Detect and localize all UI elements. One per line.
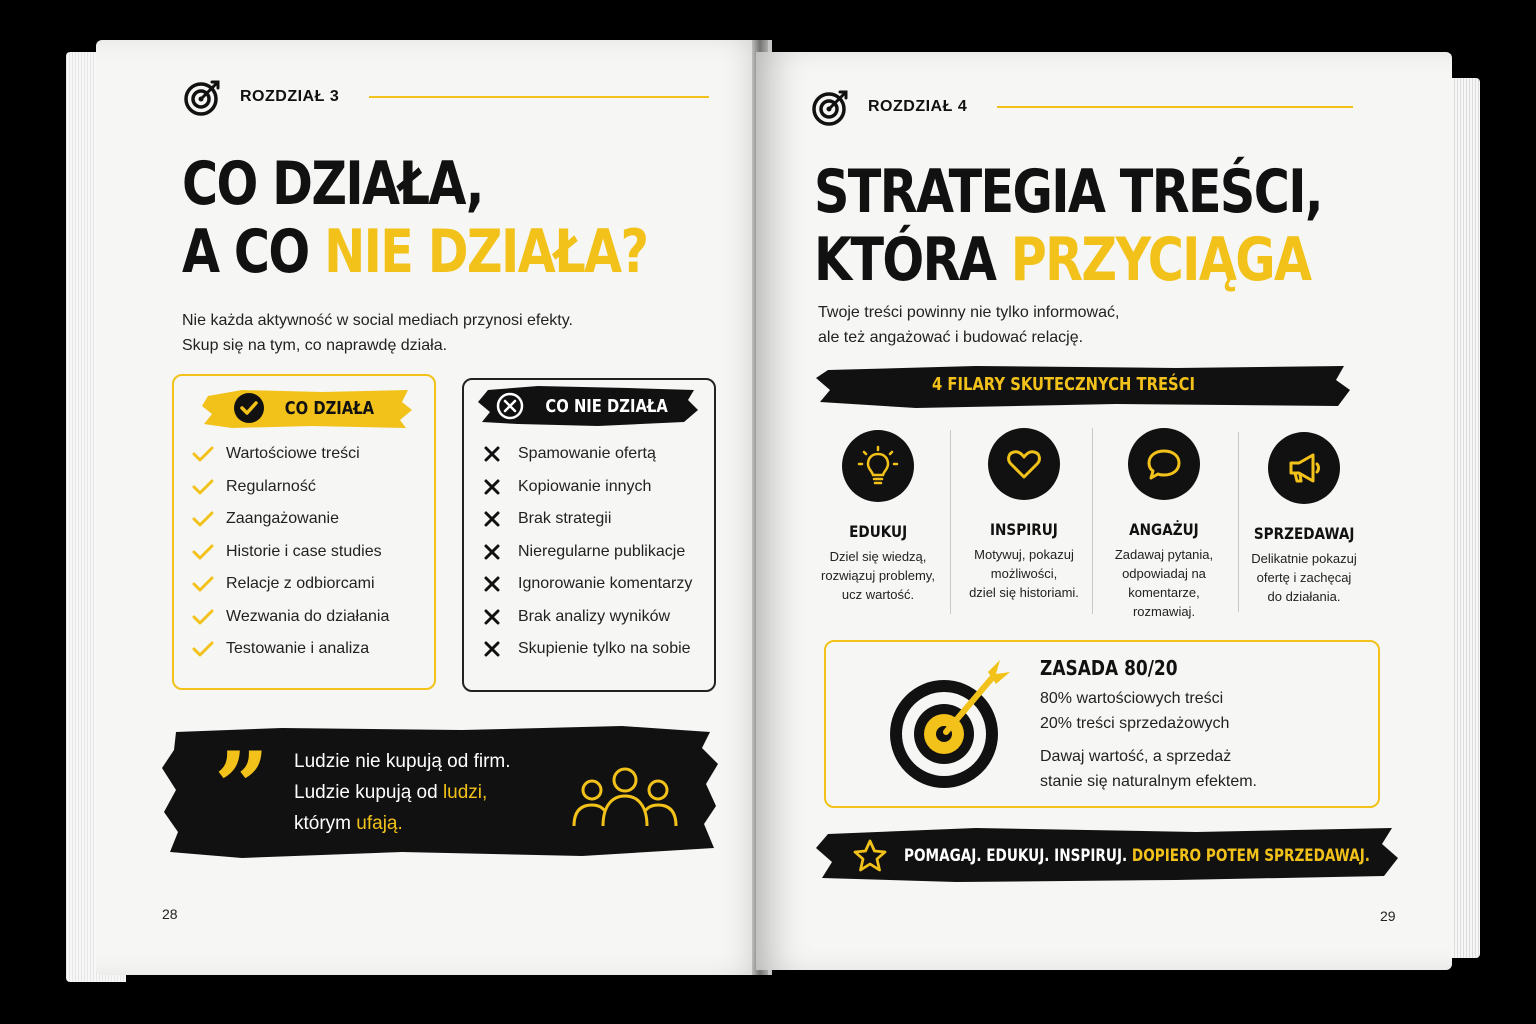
checkmark-icon [192, 445, 226, 463]
list-item [192, 601, 389, 634]
list-item [484, 633, 692, 666]
list-item-label: Historie i case studies [226, 542, 382, 560]
chapter-label: ROZDZIAŁ 3 [240, 88, 340, 105]
cross-icon [484, 479, 518, 495]
list-item-label: Regularność [226, 477, 316, 495]
speech-bubble-icon [1128, 428, 1200, 500]
check-circle-icon [233, 392, 265, 424]
list-item [192, 633, 389, 666]
works-title: CO DZIAŁA [284, 397, 374, 419]
motto-text: POMAGAJ. EDUKUJ. INSPIRUJ. DOPIERO POTEM SPRZEDAWAJ. [904, 846, 1370, 866]
list-item [192, 568, 389, 601]
cross-icon [484, 576, 518, 592]
cross-icon [484, 609, 518, 625]
list-item-label: Zaangażowanie [226, 510, 339, 528]
rule-line: 20% treści sprzedażowych [1040, 715, 1230, 732]
left-page [96, 40, 772, 975]
chapter-header [184, 78, 709, 116]
pillar-title: SPRZEDAWAJ [1253, 524, 1355, 543]
page-title [814, 158, 1322, 294]
cross-icon [484, 544, 518, 560]
megaphone-icon [1268, 432, 1340, 504]
list-item [484, 438, 692, 471]
x-circle-icon [496, 392, 524, 420]
list-item-label: Wezwania do działania [226, 607, 390, 625]
list-item-label: Relacje z odbiorcami [226, 575, 375, 593]
pillar-angazuj [1094, 428, 1234, 621]
intro-text: Nie każda aktywność w social mediach przynosi efekty. Skup się na tym, co naprawdę działa. [182, 312, 573, 354]
list-item-label: Brak strategii [518, 510, 612, 528]
right-page [756, 52, 1452, 970]
pillar-title: ANGAŻUJ [1129, 520, 1199, 539]
checkmark-icon [192, 575, 226, 593]
list-item [484, 471, 692, 504]
page-title [182, 150, 647, 286]
pillar-title: EDUKUJ [848, 522, 908, 541]
list-item [484, 568, 692, 601]
pillars-banner-title: 4 FILARY SKUTECZNYCH TREŚCI [932, 374, 1195, 395]
title-line-2: A CO NIE DZIAŁA? [182, 217, 648, 287]
rule-line: 80% wartościowych treści [1040, 690, 1224, 707]
list-item [484, 503, 692, 536]
pillar-sprzedawaj [1234, 432, 1374, 606]
pillar-description: Zadawaj pytania, odpowiadaj na komentarze, rozmawiaj. [1114, 547, 1214, 619]
checkmark-icon [192, 640, 226, 658]
list-item [484, 536, 692, 569]
checkmark-icon [192, 478, 226, 496]
list-item [192, 503, 389, 536]
list-item-label: Nieregularne publikacje [518, 542, 686, 560]
page-number: 29 [1380, 908, 1396, 924]
checkmark-icon [192, 608, 226, 626]
list-item [192, 536, 389, 569]
chapter-header [812, 88, 1353, 126]
target-icon [184, 78, 222, 116]
pillar-edukuj [808, 430, 948, 604]
target-icon [812, 88, 850, 126]
chapter-label: ROZDZIAŁ 4 [868, 98, 968, 115]
list-item-label: Kopiowanie innych [518, 477, 652, 495]
pillar-description: Motywuj, pokazuj możliwości, dziel się historiami. [969, 547, 1079, 600]
checkmark-icon [192, 510, 226, 528]
pillar-title: INSPIRUJ [990, 520, 1058, 539]
list-item [192, 438, 389, 471]
list-item [484, 601, 692, 634]
not-works-tag [478, 382, 700, 430]
rule-title: ZASADA 80/20 [1040, 656, 1178, 680]
title-line-2: KTÓRA PRZYCIĄGA [814, 225, 1311, 295]
works-tag [202, 384, 414, 432]
title-line-1: CO DZIAŁA, [182, 149, 483, 219]
cross-icon [484, 511, 518, 527]
quote-mark-icon: ” [214, 731, 270, 844]
intro-text: Twoje treści powinny nie tylko informować, ale też angażować i budować relację. [818, 304, 1120, 346]
rule-line: Dawaj wartość, a sprzedaż [1040, 748, 1232, 765]
quote-text: Ludzie nie kupują od firm. Ludzie kupują od ludzi, którym ufają. [294, 751, 511, 834]
list-item-label: Testowanie i analiza [226, 640, 370, 658]
list-item-label: Brak analizy wyników [518, 607, 671, 625]
list-item-label: Skupienie tylko na sobie [518, 640, 691, 658]
bullseye-arrow-icon [888, 656, 1018, 801]
star-icon [852, 838, 888, 879]
list-item-label: Wartościowe treści [226, 445, 360, 463]
pillar-inspiruj [954, 428, 1094, 602]
chapter-rule [369, 96, 709, 98]
page-number: 28 [162, 906, 178, 922]
cross-icon [484, 641, 518, 657]
chapter-rule [997, 106, 1353, 108]
pillar-description: Delikatnie pokazuj ofertę i zachęcaj do działania. [1251, 551, 1357, 604]
lightbulb-icon [842, 430, 914, 502]
not-works-list [484, 438, 692, 666]
not-works-title: CO NIE DZIAŁA [545, 395, 669, 417]
works-list [192, 438, 389, 666]
pillar-description: Dziel się wiedzą, rozwiązuj problemy, ucz wartość. [821, 549, 935, 602]
list-item-label: Spamowanie ofertą [518, 445, 656, 463]
pillar-divider [950, 430, 951, 614]
list-item [192, 471, 389, 504]
pillar-divider [1092, 428, 1093, 614]
cross-icon [484, 446, 518, 462]
list-item-label: Ignorowanie komentarzy [518, 575, 693, 593]
rule-line: stanie się naturalnym efektem. [1040, 773, 1257, 790]
title-line-1: STRATEGIA TREŚCI, [814, 157, 1322, 227]
heart-icon [988, 428, 1060, 500]
people-icon [570, 766, 680, 833]
checkmark-icon [192, 543, 226, 561]
